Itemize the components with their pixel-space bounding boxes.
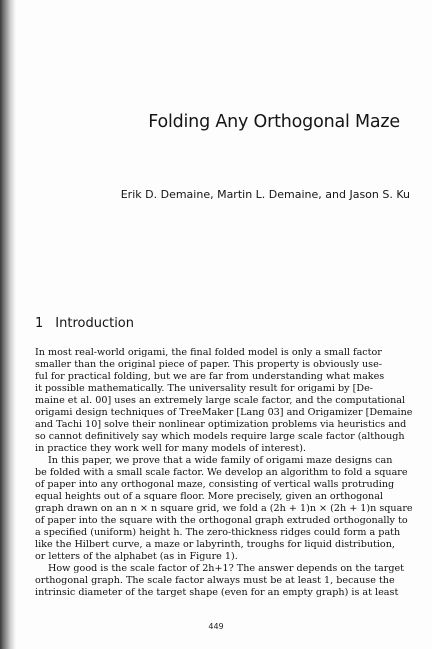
body-text [35,347,413,599]
text-line: origami design techniques of TreeMaker [Lang 03] and Origamizer [Demaine [35,407,413,418]
paper-title: Folding Any Orthogonal Maze [148,112,400,132]
text-line: so cannot definitively say which models require large scale factor (although [35,431,405,442]
binding-shadow [0,0,16,649]
page-number: 449 [208,622,224,631]
text-line: In this paper, we prove that a wide family of origami maze designs can [48,455,393,466]
text-line: ful for practical folding, but we are far from understanding what makes [35,371,385,382]
section-title: Introduction [55,316,135,331]
text-line: it possible mathematically. The universality result for origami by [De- [35,383,373,394]
text-line: equal heights out of a square floor. More precisely, given an orthogonal [35,491,383,502]
text-line: In most real-world origami, the final folded model is only a small factor [35,347,382,358]
text-line: in practice they work well for many models of interest). [35,443,306,454]
text-line: smaller than the original piece of paper. This property is obviously use- [35,359,382,370]
text-line: intrinsic diameter of the target shape (even for an empty graph) is at least [35,587,399,598]
text-line: graph drawn on an n × n square grid, we fold a (2h + 1)n × (2h + 1)n square [35,503,413,514]
text-line: like the Hilbert curve, a maze or labyrinth, troughs for liquid distribution, [35,539,395,550]
text-line: orthogonal graph. The scale factor always must be at least 1, because the [35,575,395,586]
text-line: or letters of the alphabet (as in Figure 1). [35,551,238,562]
section-heading [35,316,134,331]
section-number: 1 [35,316,44,331]
text-line: How good is the scale factor of 2h+1? The answer depends on the target [48,563,404,574]
text-line: of paper into any orthogonal maze, consisting of vertical walls protruding [35,479,395,490]
text-line: be folded with a small scale factor. We develop an algorithm to fold a square [35,467,408,478]
text-line: a specified (uniform) height h. The zero-thickness ridges could form a path [35,527,401,538]
author-list: Erik D. Demaine, Martin L. Demaine, and Jason S. Ku [120,188,410,201]
text-line: maine et al. 00] uses an extremely large scale factor, and the computational [35,395,406,406]
text-line: and Tachi 10] solve their nonlinear optimization problems via heuristics and [35,419,407,430]
text-line: of paper into the square with the orthogonal graph extruded orthogonally to [35,515,408,526]
